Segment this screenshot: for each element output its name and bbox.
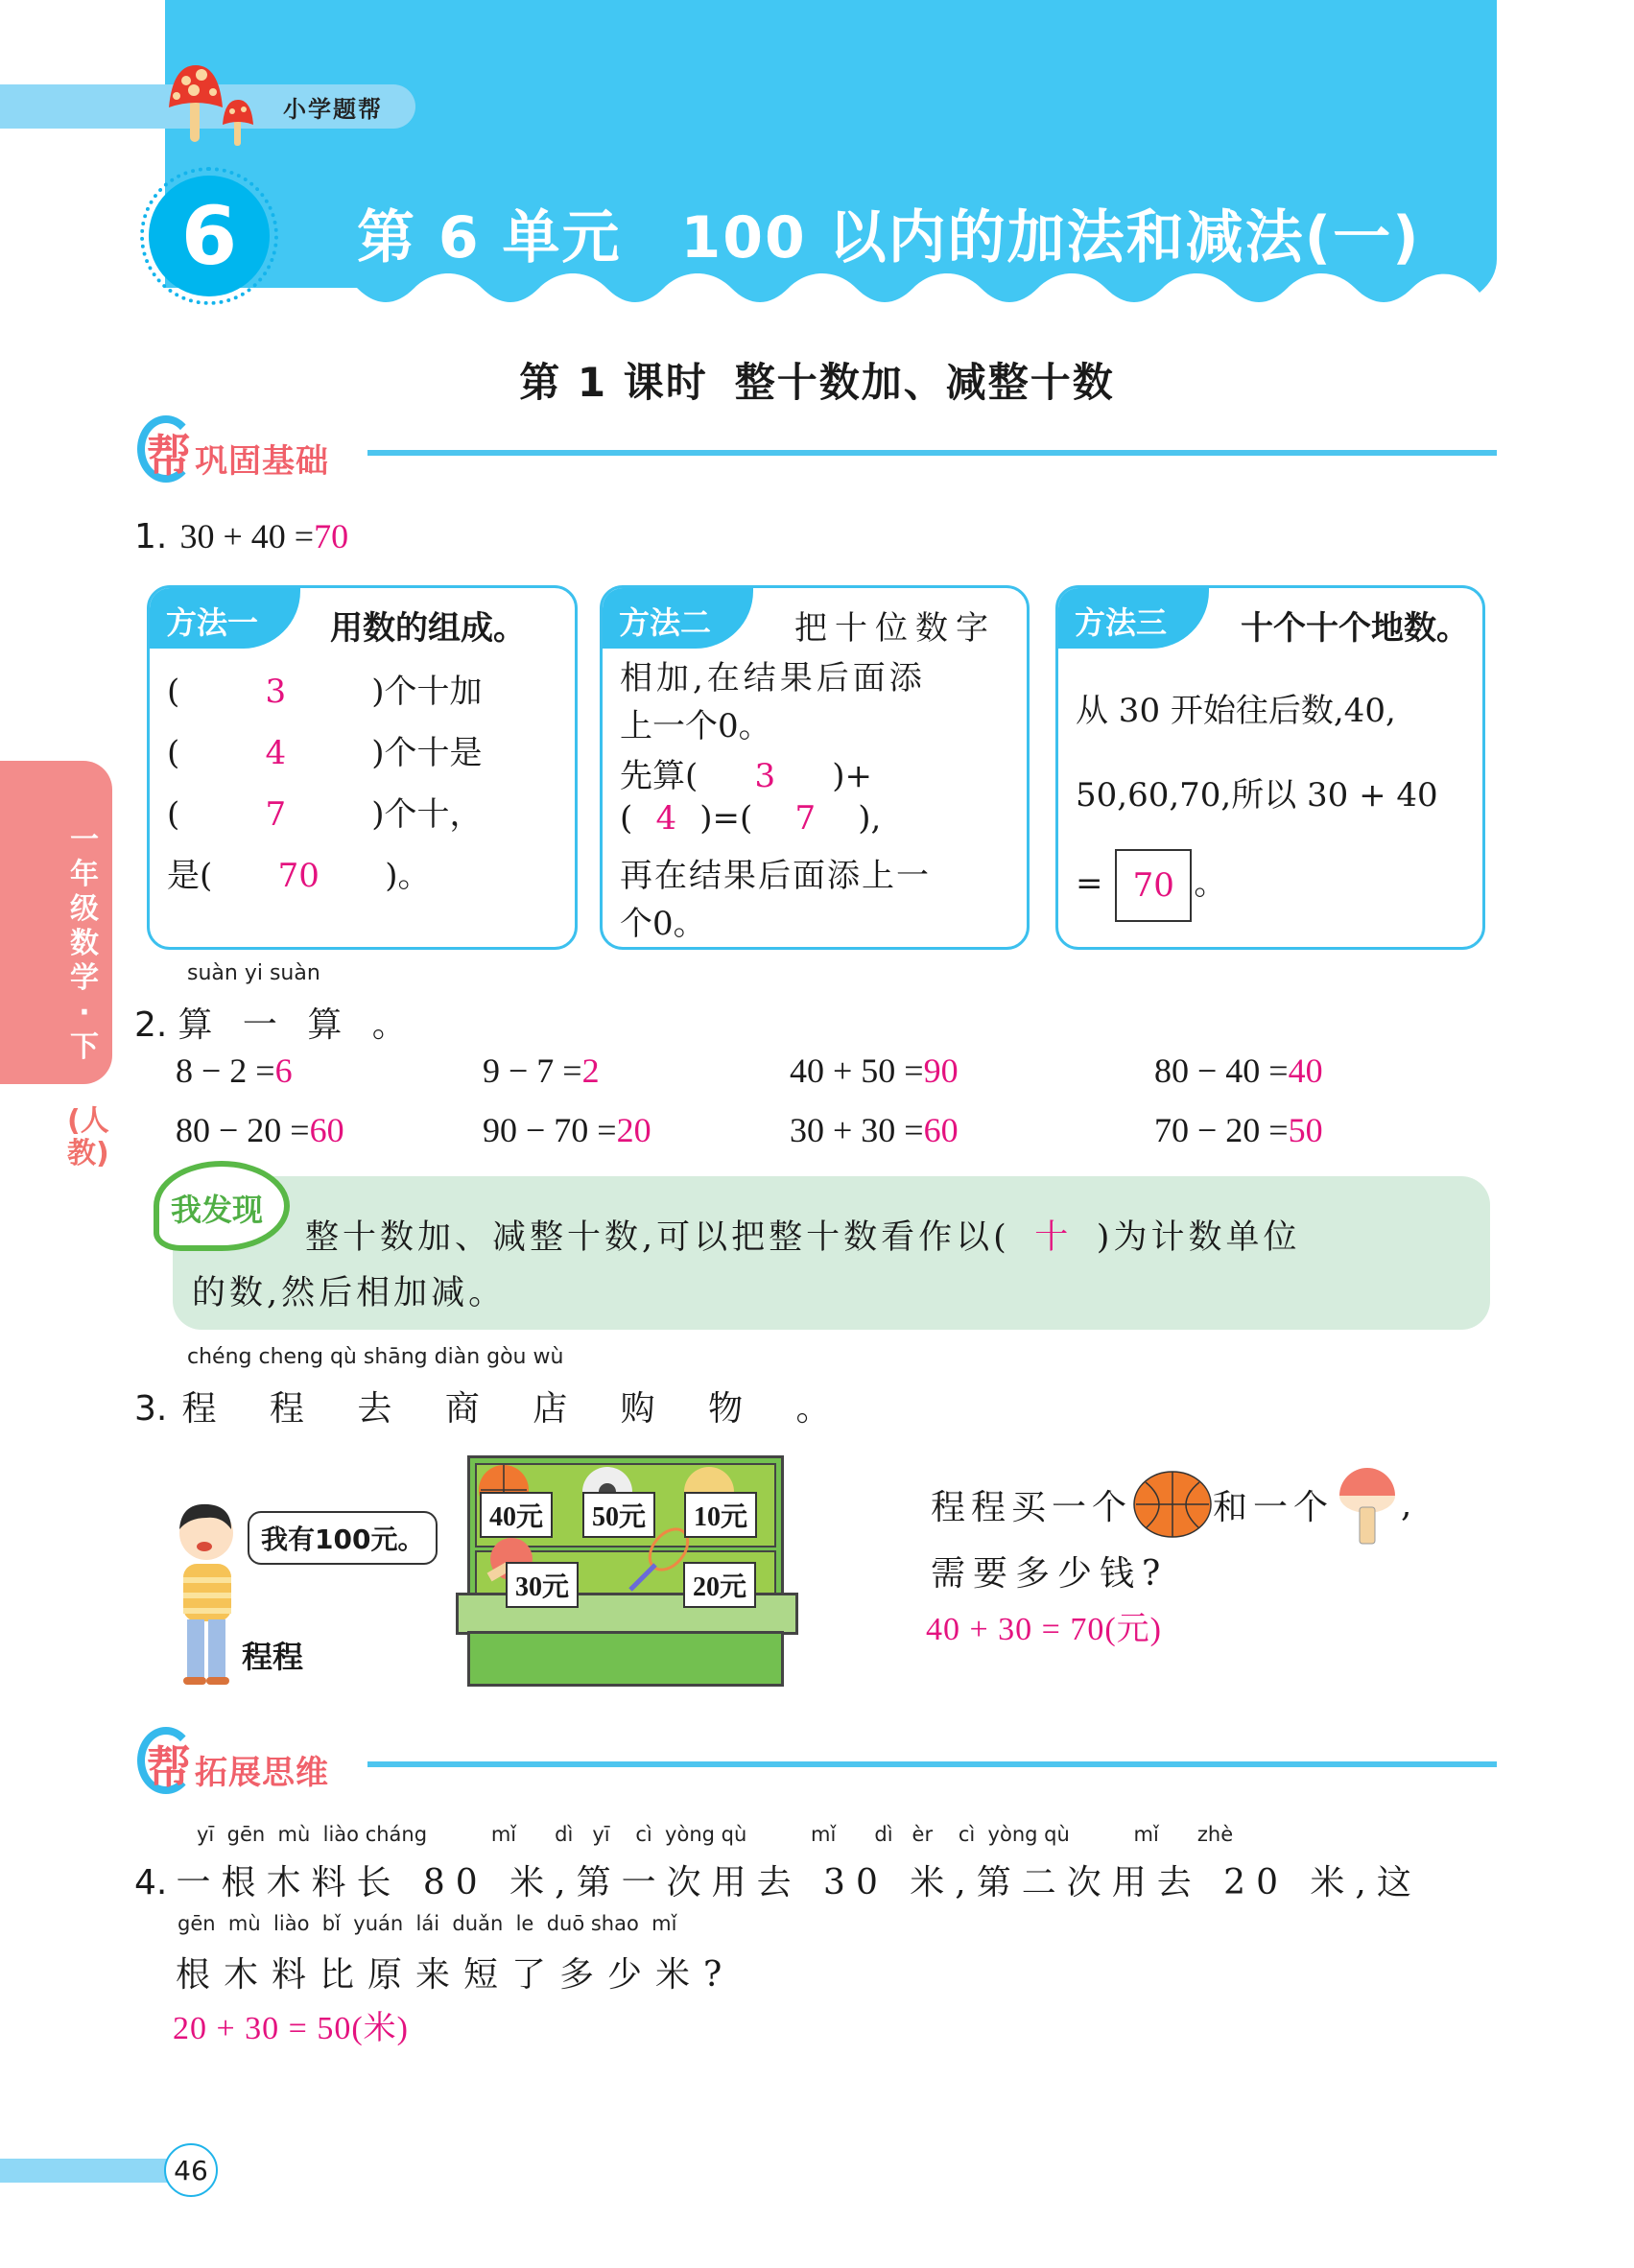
method-heading: 十个十个地数。 xyxy=(1241,609,1469,648)
text: 整十数加、减整十数,可以把整十数看作以( xyxy=(305,1218,1010,1257)
answer: 40 xyxy=(1288,1051,1323,1090)
bracket: 是( xyxy=(167,857,213,895)
method-heading: 用数的组成。 xyxy=(330,609,526,648)
question-number: 2. xyxy=(134,1005,168,1045)
question-expression: 30 + 40 = xyxy=(179,517,315,555)
calc-item xyxy=(1154,1051,1500,1091)
question-number: 3. xyxy=(134,1389,168,1429)
text: )为计数单位 xyxy=(1096,1218,1301,1257)
side-publisher-label: (人教) xyxy=(67,1104,109,1170)
method-row xyxy=(167,788,483,835)
calc-grid xyxy=(176,1051,1500,1150)
price-tag: 50元 xyxy=(582,1492,655,1538)
section-header-extend xyxy=(137,1727,1497,1794)
method-line: 从 30 开始往后数,40, xyxy=(1076,692,1396,730)
calc-item xyxy=(176,1051,483,1091)
question-4-line-2: 根木料比原来短了多少米? xyxy=(176,1955,736,1995)
expression: 80 − 40 = xyxy=(1154,1051,1289,1090)
store-counter xyxy=(467,1631,784,1687)
boy-name: 程程 xyxy=(242,1639,304,1675)
text: 和一个 xyxy=(1213,1487,1335,1527)
equals-sign: = xyxy=(1076,864,1103,903)
expression: 80 − 20 = xyxy=(176,1111,310,1149)
method-box-1 xyxy=(147,585,578,950)
question-3-text xyxy=(931,1463,1417,1546)
text: , xyxy=(1401,1484,1418,1524)
question-number: 1. xyxy=(134,517,168,556)
method-tag: 方法三 xyxy=(1055,585,1209,649)
speech-bubble: 我有100元。 xyxy=(248,1511,438,1565)
text: 。 xyxy=(1194,864,1227,903)
text: )。 xyxy=(385,857,431,895)
text: 程程买一个 xyxy=(931,1487,1133,1527)
answer: 6 xyxy=(274,1051,293,1090)
method-tag: 方法一 xyxy=(147,585,300,649)
method-line: 上一个0。 xyxy=(620,707,771,745)
question-4-line-1 xyxy=(134,1855,1422,1904)
text: )个十加 xyxy=(371,673,483,711)
basketball-icon xyxy=(1132,1469,1213,1540)
question-1 xyxy=(134,516,348,556)
expression: 90 − 70 = xyxy=(483,1111,617,1149)
answer-box: 70 xyxy=(1115,849,1192,922)
answer: 60 xyxy=(923,1111,959,1149)
question-3-text-2: 需要多少钱? xyxy=(931,1554,1169,1594)
answer: 3 xyxy=(265,673,287,711)
mushroom-icon xyxy=(165,61,271,150)
expression: 70 − 20 = xyxy=(1154,1111,1289,1149)
answer: 20 + 30 = 50(米) xyxy=(173,2011,409,2046)
section-bang: 帮 xyxy=(147,430,191,482)
discovery-text-2: 的数,然后相加减。 xyxy=(192,1274,507,1312)
expression: 30 + 30 = xyxy=(790,1111,924,1149)
method-heading: 把十位数字 xyxy=(794,609,996,648)
section-bang: 帮 xyxy=(147,1741,191,1793)
brand-name: 小学题帮 xyxy=(283,96,383,123)
question-text: 算 一 算 。 xyxy=(178,1005,416,1045)
pinyin: suàn yi suàn xyxy=(187,961,320,985)
answer: 20 xyxy=(616,1111,651,1149)
bracket: ( xyxy=(167,673,180,711)
calc-item xyxy=(483,1110,790,1150)
calc-item xyxy=(483,1051,790,1091)
side-grade-label: 一年级数学·下 xyxy=(70,823,99,1064)
answer: 3 xyxy=(754,757,776,795)
price-tag: 40元 xyxy=(480,1492,553,1538)
unit-title: 第 6 单元 100 以内的加法和减法(一) xyxy=(357,204,1421,272)
section-header-basic xyxy=(137,415,1497,483)
method-box-2 xyxy=(600,585,1030,950)
section-rule xyxy=(367,450,1497,456)
answer: 2 xyxy=(581,1051,600,1090)
method-line xyxy=(620,799,881,838)
method-line xyxy=(620,749,872,796)
unit-number-badge xyxy=(140,167,278,305)
answer: 50 xyxy=(1288,1111,1323,1149)
lesson-number: 第 1 课时 xyxy=(519,359,708,406)
pinyin: chéng cheng qù shāng diàn gòu wù xyxy=(187,1345,564,1369)
bracket: ( xyxy=(620,799,633,838)
text: )=( xyxy=(699,799,753,838)
answer: 4 xyxy=(265,734,287,772)
calc-item xyxy=(790,1051,1154,1091)
answer: 十 xyxy=(1034,1218,1073,1257)
discovery-badge-label: 我发现 xyxy=(171,1192,264,1228)
calc-item xyxy=(790,1110,1154,1150)
answer: 70 xyxy=(314,517,349,555)
footer-stripe xyxy=(0,2159,168,2183)
expression: 40 + 50 = xyxy=(790,1051,924,1090)
method-row xyxy=(167,726,483,773)
method-line: 50,60,70,所以 30 + 40 xyxy=(1076,776,1438,815)
method-row xyxy=(167,849,431,896)
answer: 60 xyxy=(309,1111,344,1149)
calc-item xyxy=(176,1110,483,1150)
method-tag: 方法二 xyxy=(600,585,753,649)
price-tag: 30元 xyxy=(506,1562,579,1608)
question-number: 4. xyxy=(134,1863,168,1902)
bracket: ( xyxy=(167,734,180,772)
bracket: ( xyxy=(167,795,180,834)
text: ), xyxy=(858,799,882,838)
question-text: 一根木料长 80 米,第一次用去 30 米,第二次用去 20 米,这 xyxy=(176,1863,1422,1902)
unit-number: 6 xyxy=(149,176,270,296)
question-3-title xyxy=(134,1382,852,1430)
text: )+ xyxy=(832,757,873,795)
lesson-title xyxy=(0,351,1634,409)
expression: 8 − 2 = xyxy=(176,1051,275,1090)
ping-pong-paddle-icon xyxy=(1334,1463,1401,1546)
price-tag: 20元 xyxy=(683,1562,756,1608)
method-line xyxy=(1076,849,1226,922)
lesson-name: 整十数加、减整十数 xyxy=(734,359,1115,406)
expression: 9 − 7 = xyxy=(483,1051,582,1090)
method-line: 个0。 xyxy=(620,905,706,943)
section-label: 巩固基础 xyxy=(195,442,329,481)
answer: 4 xyxy=(655,799,677,838)
method-line: 相加,在结果后面添 xyxy=(620,659,926,697)
pinyin: yī gēn mù liào cháng mǐ dì yī cì yòng qù mǐ dì èr cì yòng qù mǐ zhè xyxy=(197,1823,1234,1846)
section-label: 拓展思维 xyxy=(195,1754,329,1792)
answer: 40 + 30 = 70(元) xyxy=(926,1612,1162,1647)
section-rule xyxy=(367,1761,1497,1767)
text: )个十是 xyxy=(371,734,483,772)
text: 先算( xyxy=(620,757,699,795)
text: )个十， xyxy=(371,795,483,834)
answer: 70 xyxy=(277,857,320,895)
calc-item xyxy=(1154,1110,1500,1150)
question-2-title xyxy=(134,998,416,1047)
discovery-text xyxy=(305,1211,1300,1259)
method-box-3 xyxy=(1055,585,1485,950)
pinyin: gēn mù liào bǐ yuán lái duǎn le duō shao mǐ xyxy=(178,1912,677,1935)
answer: 7 xyxy=(794,799,817,838)
method-line: 再在结果后面添上一 xyxy=(620,857,931,895)
question-text: 程 程 去 商 店 购 物 。 xyxy=(181,1389,852,1429)
price-tag: 10元 xyxy=(684,1492,757,1538)
page-number: 46 xyxy=(164,2143,218,2197)
method-row xyxy=(167,665,560,712)
answer: 90 xyxy=(923,1051,959,1090)
answer: 7 xyxy=(265,795,287,834)
